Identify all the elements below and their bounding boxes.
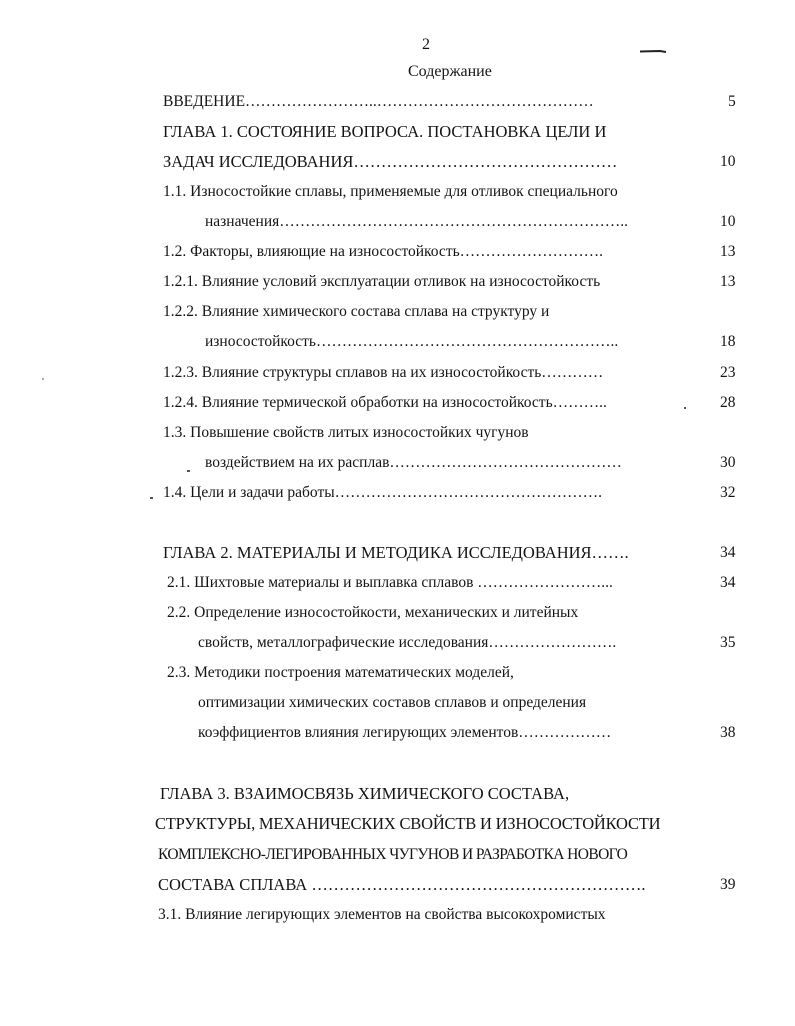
toc-line-2-2: 2.2. Определение износостойкости, механических и литейных (167, 604, 579, 621)
toc-page-number: 35 (720, 634, 736, 651)
toc-line-chapter-1: ГЛАВА 1. СОСТОЯНИЕ ВОПРОСА. ПОСТАНОВКА ЦЕЛИ И (163, 122, 607, 141)
toc-line-1-2: 1.2. Факторы, влияющие на износостойкость………………………. (163, 243, 604, 260)
toc-line-1-3-cont: воздействием на их расплав……………………………………… (205, 454, 622, 471)
toc-line-chapter-3-cont-2: КОМПЛЕКСНО-ЛЕГИРОВАННЫХ ЧУГУНОВ И РАЗРАБОТКА НОВОГО (158, 846, 628, 863)
toc-page-number: 38 (720, 724, 736, 741)
page-number: 2 (422, 36, 430, 53)
toc-line-1-2-4: 1.2.4. Влияние термической обработки на износостойкость……….. (163, 394, 607, 411)
toc-line-1-4: 1.4. Цели и задачи работы……………………………………………. (163, 484, 603, 501)
toc-line-1-2-2: 1.2.2. Влияние химического состава сплава на структуру и (163, 303, 550, 320)
toc-line-2-3-cont-2: коэффициентов влияния легирующих элементов……………… (198, 724, 612, 741)
toc-page-number: 28 (720, 394, 736, 411)
toc-page-number: 13 (720, 243, 736, 260)
scan-speck (187, 470, 190, 472)
toc-page-number: 10 (720, 213, 736, 230)
toc-line-chapter-2: ГЛАВА 2. МАТЕРИАЛЫ И МЕТОДИКА ИССЛЕДОВАНИЯ……. (163, 543, 629, 562)
page-title: Содержание (408, 63, 492, 80)
scan-speck (150, 497, 153, 499)
toc-page-number: 5 (728, 93, 736, 110)
toc-page-number: 32 (720, 484, 736, 501)
toc-page-number: 34 (720, 544, 736, 561)
toc-line-chapter-3: ГЛАВА 3. ВЗАИМОСВЯЗЬ ХИМИЧЕСКОГО СОСТАВА, (160, 784, 570, 803)
pen-mark (640, 50, 666, 53)
toc-line-1-2-3: 1.2.3. Влияние структуры сплавов на их износостойкость………… (163, 364, 604, 381)
toc-line-1-3: 1.3. Повышение свойств литых износостойких чугунов (163, 424, 529, 441)
toc-line-2-1: 2.1. Шихтовые материалы и выплавка сплавов ……………………... (167, 574, 613, 591)
toc-line-introduction: ВВЕДЕНИЕ……………………..…………………………………… (163, 93, 594, 110)
scan-speck (684, 407, 686, 409)
toc-line-1-1-cont: назначения………………………………………………………….. (205, 213, 628, 230)
toc-line-1-2-2-cont: износостойкость………………………………………………….. (205, 333, 619, 350)
toc-page-number: 10 (720, 153, 736, 170)
toc-page-number: 23 (720, 364, 736, 381)
toc-line-chapter-3-cont-3: СОСТАВА СПЛАВА ……………………………………………………. (158, 875, 646, 894)
toc-page-number: 13 (720, 273, 736, 290)
toc-line-chapter-1-cont: ЗАДАЧ ИССЛЕДОВАНИЯ………………………………………… (163, 152, 618, 171)
toc-page-number: 39 (720, 876, 736, 893)
toc-line-2-3: 2.3. Методики построения математических моделей, (167, 664, 514, 681)
toc-page-number: 34 (720, 574, 736, 591)
toc-line-1-1: 1.1. Износостойкие сплавы, применяемые для отливок специального (163, 183, 618, 200)
toc-line-1-2-1: 1.2.1. Влияние условий эксплуатации отливок на износостойкость (163, 273, 601, 290)
toc-line-2-2-cont: свойств, металлографические исследования……………………. (198, 634, 617, 651)
toc-page-number: 18 (720, 333, 736, 350)
toc-line-chapter-3-cont: СТРУКТУРЫ, МЕХАНИЧЕСКИХ СВОЙСТВ И ИЗНОСОСТОЙКОСТИ (155, 814, 661, 833)
toc-line-2-3-cont: оптимизации химических составов сплавов и определения (198, 694, 587, 711)
toc-line-3-1: 3.1. Влияние легирующих элементов на свойства высокохромистых (158, 906, 606, 923)
toc-page-number: 30 (720, 454, 736, 471)
scan-speck (42, 378, 44, 380)
